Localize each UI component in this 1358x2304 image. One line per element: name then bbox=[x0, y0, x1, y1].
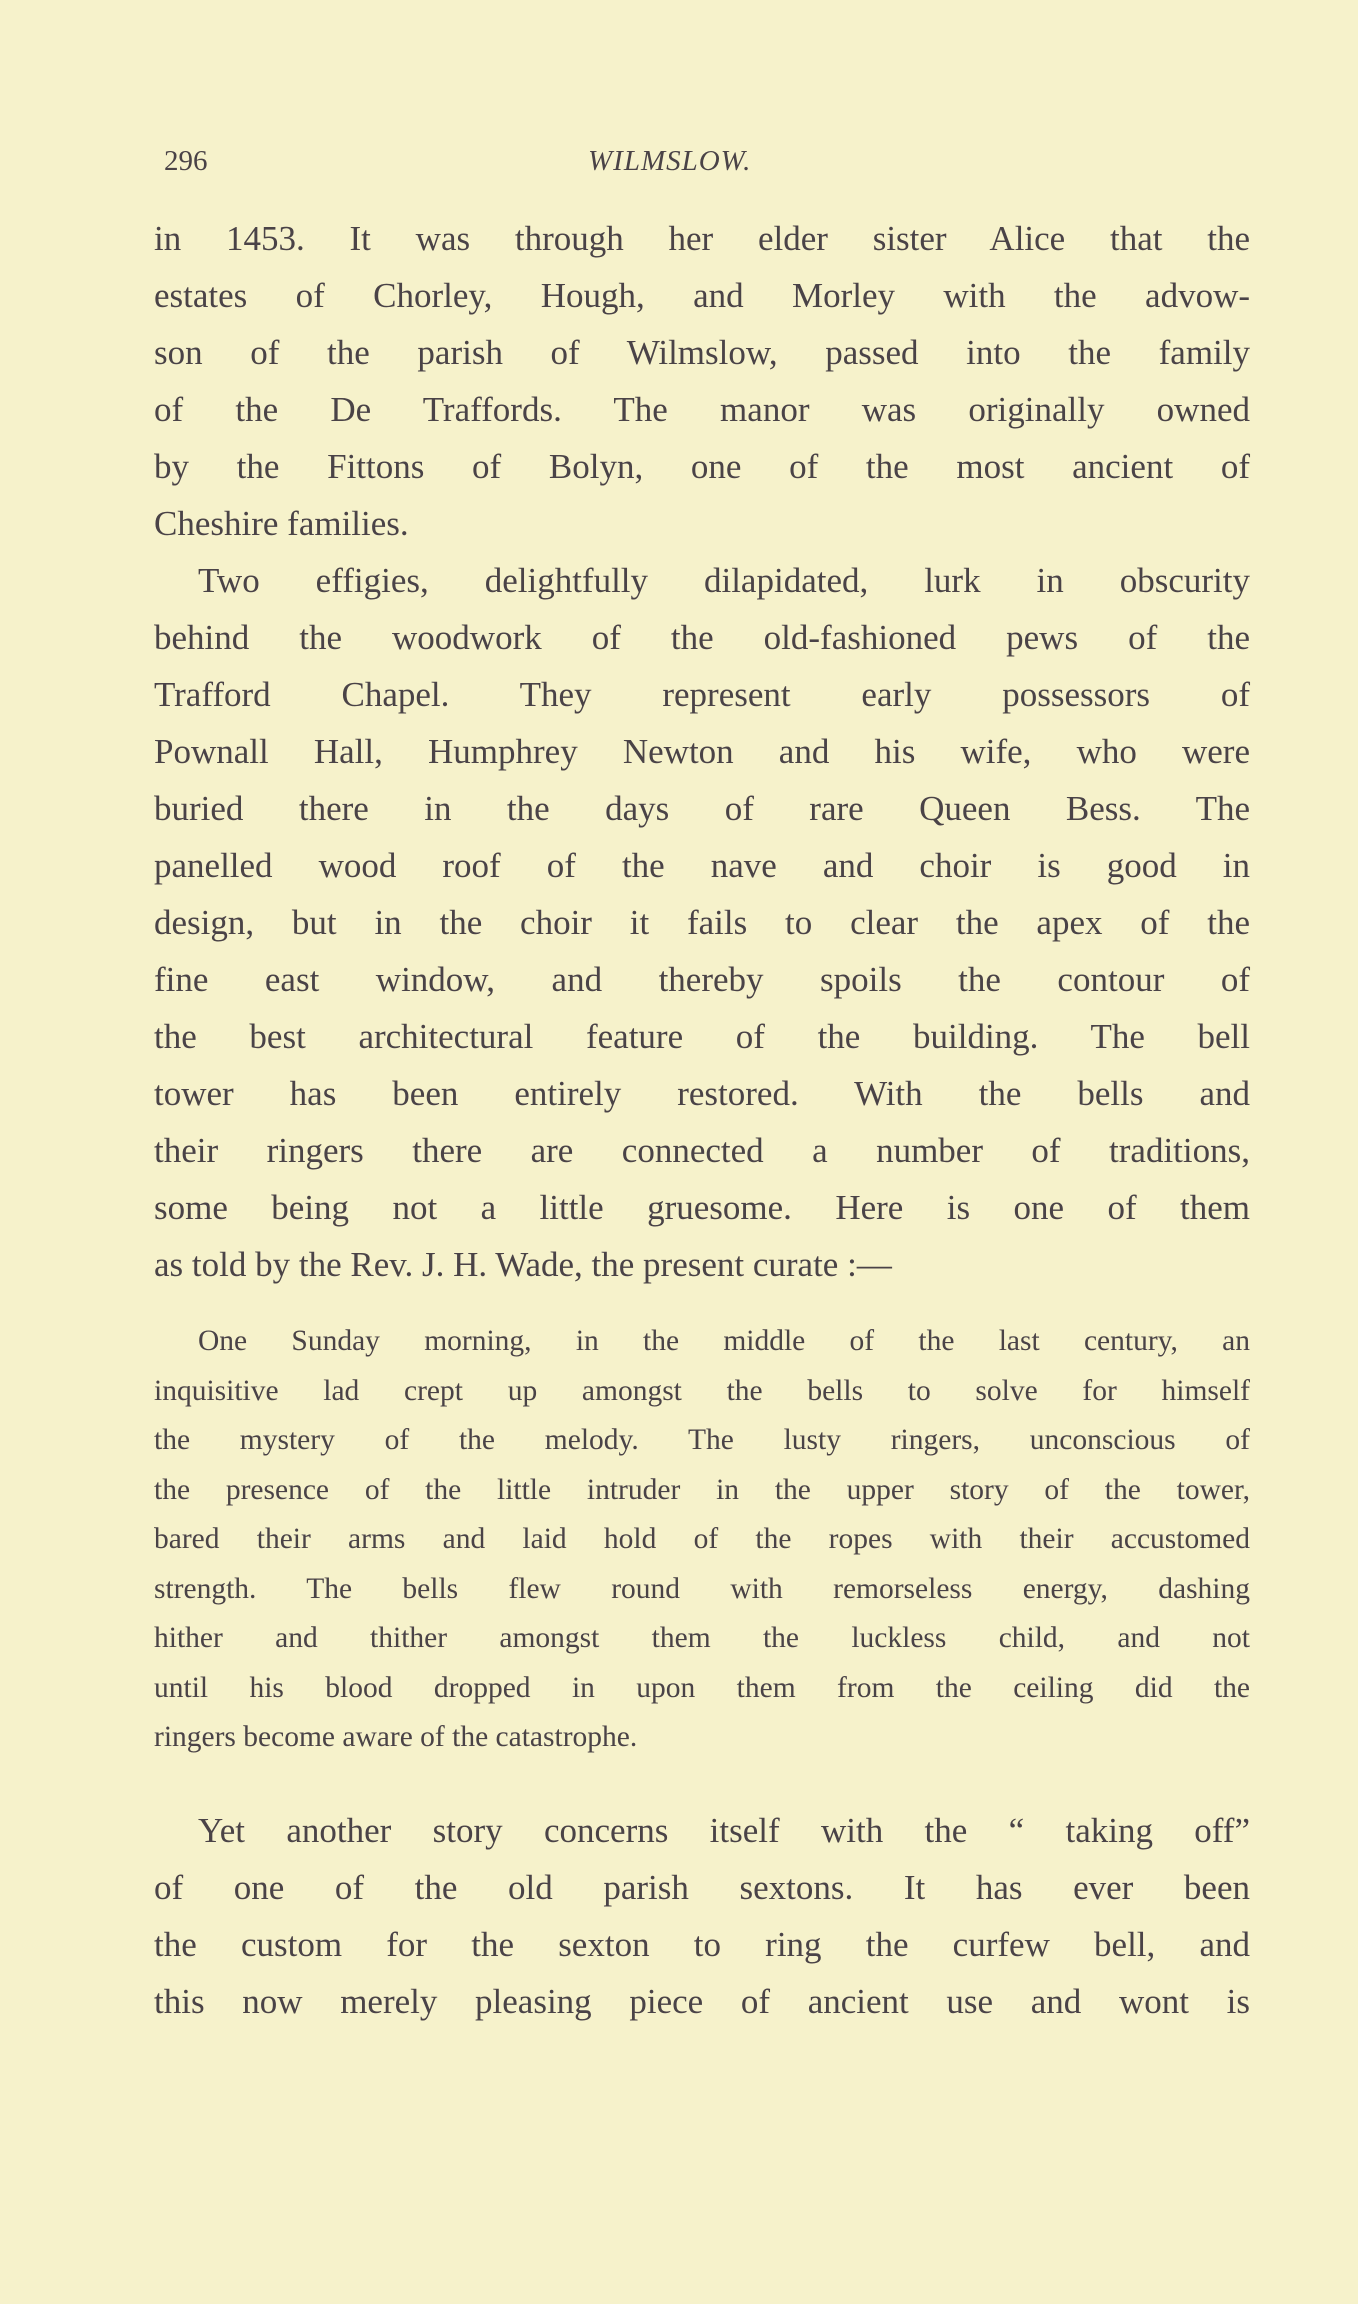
quote-line: the mystery of the melody. The lusty ringers, unconscious of bbox=[154, 1424, 1250, 1456]
text-line: Cheshire families. bbox=[154, 504, 409, 543]
text-line: the best architectural feature of the building. The bell bbox=[154, 1017, 1250, 1056]
text-line: Two effigies, delightfully dilapidated, lurk in obscurity bbox=[198, 561, 1250, 600]
text-line: as told by the Rev. J. H. Wade, the present curate :— bbox=[154, 1245, 892, 1284]
text-line: estates of Chorley, Hough, and Morley with the advow- bbox=[154, 276, 1250, 315]
quote-line: hither and thither amongst them the luckless child, and not bbox=[154, 1622, 1250, 1654]
text-line: in 1453. It was through her elder sister Alice that the bbox=[154, 219, 1250, 258]
text-line: Pownall Hall, Humphrey Newton and his wife, who were bbox=[154, 732, 1250, 771]
text-line: some being not a little gruesome. Here is one of them bbox=[154, 1188, 1250, 1227]
quote-line: ringers become aware of the catastrophe. bbox=[154, 1721, 638, 1753]
text-line: behind the woodwork of the old-fashioned pews of the bbox=[154, 618, 1250, 657]
block-quotation bbox=[154, 1317, 1250, 1763]
text-line: their ringers there are connected a number of traditions, bbox=[154, 1131, 1250, 1170]
text-line: buried there in the days of rare Queen Bess. The bbox=[154, 789, 1250, 828]
quote-line: until his blood dropped in upon them from the ceiling did the bbox=[154, 1671, 1250, 1704]
text-line: design, but in the choir it fails to clear the apex of the bbox=[154, 903, 1250, 942]
text-line: tower has been entirely restored. With the bells and bbox=[154, 1074, 1250, 1113]
text-line: the custom for the sexton to ring the curfew bell, and bbox=[154, 1925, 1250, 1964]
text-line: fine east window, and thereby spoils the contour of bbox=[154, 960, 1250, 999]
quote-line: strength. The bells flew round with remorseless energy, dashing bbox=[154, 1572, 1250, 1605]
quote-line: inquisitive lad crept up amongst the bells to solve for himself bbox=[154, 1374, 1250, 1407]
text-line: of one of the old parish sextons. It has ever been bbox=[154, 1868, 1250, 1907]
text-line: panelled wood roof of the nave and choir is good in bbox=[154, 846, 1250, 885]
quote-line: the presence of the little intruder in the upper story of the tower, bbox=[154, 1473, 1250, 1506]
text-line: by the Fittons of Bolyn, one of the most ancient of bbox=[154, 447, 1250, 486]
text-line: of the De Traffords. The manor was originally owned bbox=[154, 390, 1250, 429]
text-line: this now merely pleasing piece of ancient use and wont is bbox=[154, 1982, 1250, 2021]
running-title: WILMSLOW. bbox=[588, 145, 752, 177]
text-line: Trafford Chapel. They represent early possessors of bbox=[154, 675, 1250, 714]
page-number: 296 bbox=[164, 145, 208, 177]
text-line: Yet another story concerns itself with the “ taking off” bbox=[198, 1811, 1250, 1850]
quote-line: bared their arms and laid hold of the ropes with their accustomed bbox=[154, 1523, 1250, 1555]
main-text bbox=[154, 210, 1250, 1293]
closing-paragraph bbox=[154, 1802, 1250, 2030]
quote-line: One Sunday morning, in the middle of the last century, an bbox=[198, 1325, 1250, 1357]
text-line: son of the parish of Wilmslow, passed into the family bbox=[154, 333, 1250, 372]
